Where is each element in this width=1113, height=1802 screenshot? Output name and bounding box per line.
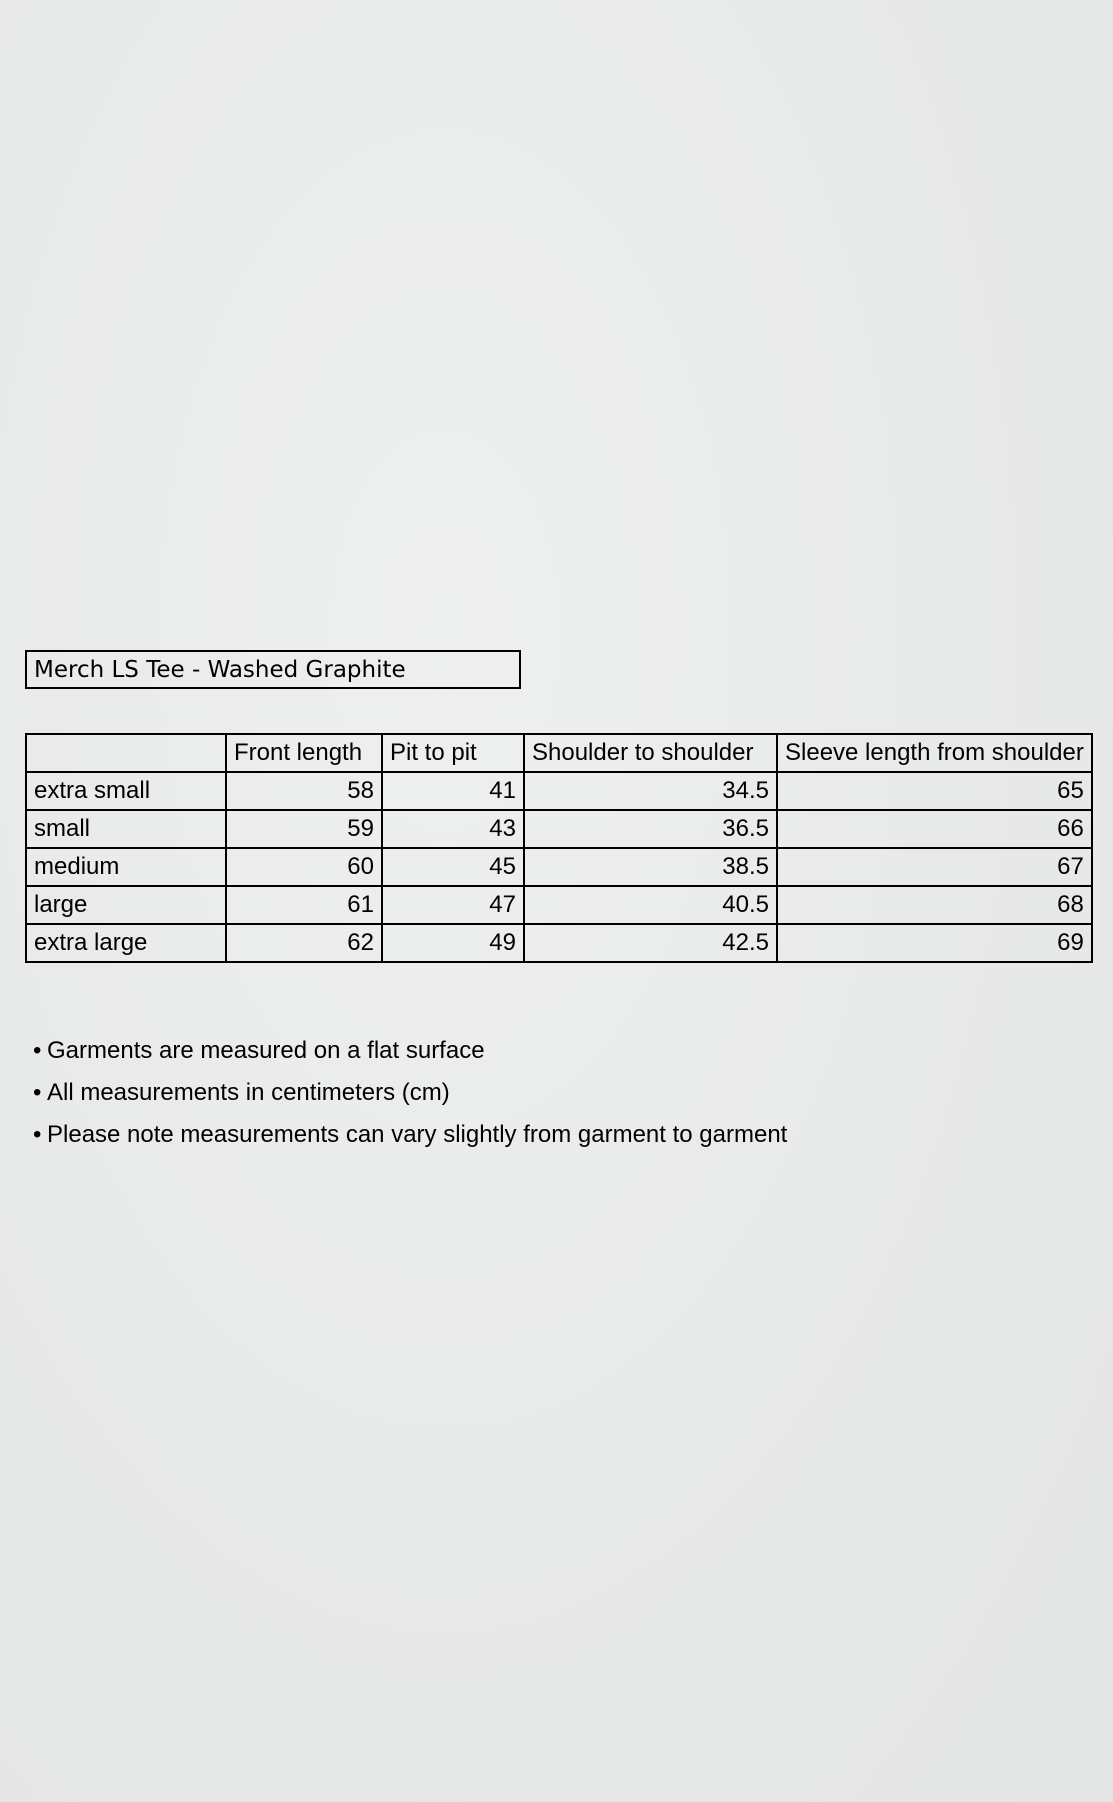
front-length-value: 58 (226, 772, 382, 810)
bullet-icon: • (33, 1121, 42, 1148)
sleeve-length-value: 66 (777, 810, 1092, 848)
sleeve-length-value: 67 (777, 848, 1092, 886)
front-length-value: 62 (226, 924, 382, 962)
bullet-icon: • (33, 1079, 42, 1106)
table-row (26, 810, 1092, 848)
shoulder-to-shoulder-value: 36.5 (524, 810, 777, 848)
header-front-length: Front length (226, 734, 382, 772)
product-title: Merch LS Tee - Washed Graphite (25, 650, 521, 689)
header-size (26, 734, 226, 772)
sleeve-length-value: 65 (777, 772, 1092, 810)
size-chart-table (25, 733, 1093, 963)
note-text: Please note measurements can vary slightly from garment to garment (47, 1121, 788, 1148)
table-header-row (26, 734, 1092, 772)
table-row (26, 772, 1092, 810)
front-length-value: 59 (226, 810, 382, 848)
bullet-icon: • (33, 1037, 42, 1064)
sleeve-length-value: 68 (777, 886, 1092, 924)
list-item (33, 1120, 787, 1162)
shoulder-to-shoulder-value: 38.5 (524, 848, 777, 886)
header-pit-to-pit: Pit to pit (382, 734, 524, 772)
table-row (26, 924, 1092, 962)
pit-to-pit-value: 41 (382, 772, 524, 810)
front-length-value: 61 (226, 886, 382, 924)
note-text: All measurements in centimeters (cm) (47, 1079, 450, 1106)
list-item (33, 1036, 787, 1078)
size-label: medium (26, 848, 226, 886)
front-length-value: 60 (226, 848, 382, 886)
shoulder-to-shoulder-value: 40.5 (524, 886, 777, 924)
list-item (33, 1078, 787, 1120)
size-label: large (26, 886, 226, 924)
pit-to-pit-value: 45 (382, 848, 524, 886)
pit-to-pit-value: 49 (382, 924, 524, 962)
pit-to-pit-value: 47 (382, 886, 524, 924)
size-label: extra large (26, 924, 226, 962)
note-text: Garments are measured on a flat surface (47, 1037, 485, 1064)
pit-to-pit-value: 43 (382, 810, 524, 848)
header-shoulder-to-shoulder: Shoulder to shoulder (524, 734, 777, 772)
sleeve-length-value: 69 (777, 924, 1092, 962)
size-label: extra small (26, 772, 226, 810)
shoulder-to-shoulder-value: 42.5 (524, 924, 777, 962)
table-row (26, 886, 1092, 924)
size-label: small (26, 810, 226, 848)
shoulder-to-shoulder-value: 34.5 (524, 772, 777, 810)
header-sleeve-length: Sleeve length from shoulder (777, 734, 1092, 772)
measurement-notes (33, 1036, 787, 1162)
table-row (26, 848, 1092, 886)
